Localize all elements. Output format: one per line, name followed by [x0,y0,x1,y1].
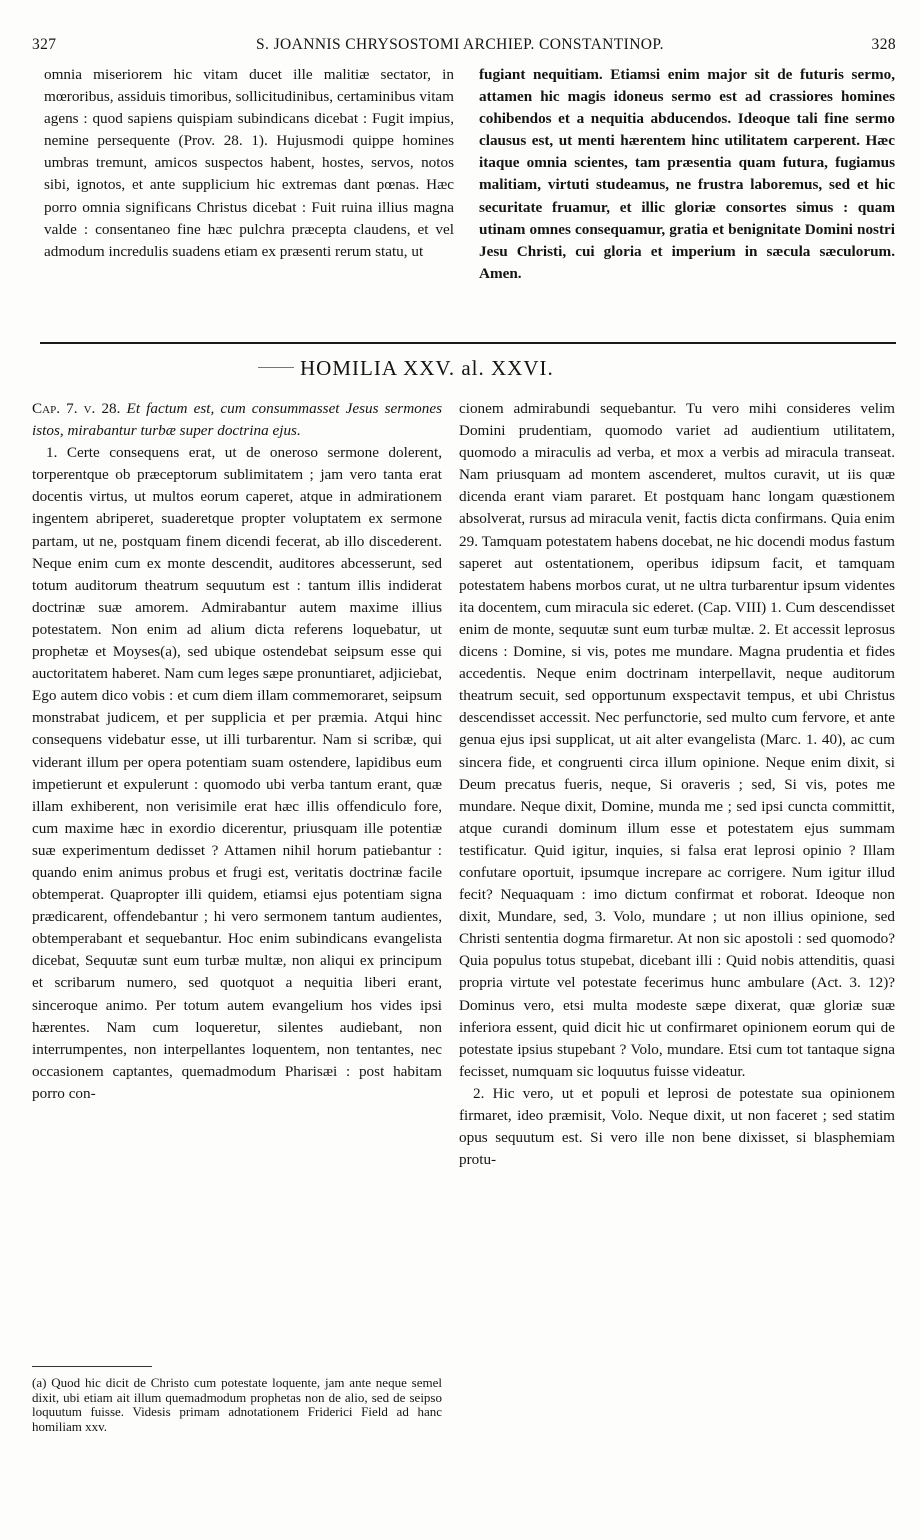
section-divider [40,342,896,344]
top-right-column [479,64,895,285]
paragraph-1: 1. Certe consequens erat, ut de oneroso sermone dolerent, torperentque ob præceptorum sublimitatem ; jam vero tanta erat docentis virtus, ut multos eorum caperet, atque in admirationem ingentem abriperet, suaderetque propter voluptatem ex sermone partam, ut ne, postquam finem dicendi fecerat, ab illo discederent. Neque enim cum ex monte descendit, auditores abcesserunt, sed totum auditorum theatrum sequutum est : tantum illis indiderat doctrinæ suæ amorem. Admirabantur autem maxime illius potestatem. Non enim ad alium dicta referens loquebatur, ut prophetæ et Moyses(a), sed ubique ostendebat seipsum esse qui auctoritatem haberet. Nam cum leges sæpe pronuntiaret, adjiciebat, Ego autem dico vobis : et cum diem illam commemoraret, seipsum monstrabat judicem, et per supplicia et per præmia. Atqui hinc consequens videbatur esse, ut illi turbarentur. Nam si scribæ, qui viderant illum per opera potentiam suam ostendere, lapidibus eum impetierunt et expulerunt : quomodo ubi verba tantum erant, quæ illam exhiberent, non verisimile erat hæc illis offendiculo fore, cum maxime hæc in exordio dicerentur, priusquam ille potentiæ suæ experimentum dedisset ? Attamen nihil horum patiebantur : quando enim animus probus et frugi est, veritatis doctrinæ facile obtemperat. Quapropter illi quidem, etiamsi ejus potentiam signa prædicarent, offendebantur ; hi vero sermonem tantum audientes, obtemperabant et sequebantur. Hoc enim subindicans evangelista dicebat, Sequutæ sunt eum turbæ multæ, non aliqui ex principum et scribarum numero, sed quotquot a nequitia liberi erant, sinceroque animo. Per totum autem evangelium hos vides ipsi hærentes. Nam cum loqueretur, silentes audiebant, non interrumpentes, non interpellantes loquentem, non tentantes, nec occasionem captantes, quemadmodum Pharisæi : post habitam porro con- [32,444,442,1102]
footnote-rule [32,1366,152,1367]
running-header [24,36,896,60]
title-ornament [258,367,294,368]
footnote: (a) Quod hic dicit de Christo cum potestate loquente, jam ante neque semel dixit, ubi etiam ait illum quemadmodum prophetas non de alio, sed de seipso loquutum fuisse. Videsis primam adnotationem Friderici Field ad hanc homiliam xxv. [32,1375,442,1434]
top-left-text: omnia miseriorem hic vitam ducet ille malitiæ sectator, in mœroribus, assiduis timoribus, sollicitudinibus, certaminibus vitam agens : quod sapiens quispiam subindicans dicebat : Fugit impius, nemine persequente (Prov. 28. 1). Hujusmodi quippe homines umbras tremunt, amicos suspectos habent, hostes, servos, notos sibi, ignotos, et ante supplicium hic extremas dant pœnas. Hæc porro omnia significans Christus dicebat : Fuit ruina illius magna valde : consentaneo fine hæc pulchra præcepta claudens, et vel admodum incredulis suadens etiam ex præsenti rerum statu, ut [44,66,454,260]
top-right-text: fugiant nequitiam. Etiamsi enim major sit de futuris sermo, attamen hic magis idoneus sermo est ad crassiores homines cohibendos et a nequitia abducendos. Ideoque tali fine sermo clausus est, ut menti hærentem hinc utilitatem carperent. Hæc itaque omnia scientes, tam præsentia quam futura, fugiamus malitiam, virtuti studeamus, ne frustra laboremus, sed et hic securitate fruamur, et illic gloriæ consortes simus : quam utinam omnes consequamur, gratia et benignitate Domini nostri Jesu Christi, cui gloria et imperium in sæcula sæculorum. Amen. [479,66,895,282]
main-left-column [32,398,442,1105]
chapter-verse-text: Et factum est, cum consummasset Jesus sermones istos, mirabantur turbæ super doctrina ejus. [32,400,443,440]
chapter-reference [32,398,442,442]
chapter-label: Cap. 7. v. 28. [32,400,121,417]
page-number-right: 328 [871,36,896,53]
main-right-column [459,398,895,1171]
page-number-left: 327 [32,36,57,53]
running-title: S. JOANNIS CHRYSOSTOMI ARCHIEP. CONSTANTINOP. [256,36,664,53]
paragraph-2: 2. Hic vero, ut et populi et leprosi de potestate sua opinionem firmaret, ideo præmisit, Volo. Neque dixit, ut non faceret ; sed statim opus sequutum est. Si vero ille non bene dixisset, si blasphemiam protu- [459,1084,895,1169]
homily-title: HOMILIA XXV. al. XXVI. [300,356,554,380]
top-left-column [44,64,454,263]
paragraph-1-continued: cionem admirabundi sequebantur. Tu vero mihi consideres velim Domini prudentiam, quomodo variet ad audientium utilitatem, quomodo a miraculis ad verba, et mox a verbis ad miracula transeat. Nam priusquam ad montem ascenderet, multos curavit, ut iis quæ dicenda erant viam pararet. Et postquam hanc longam quæstionem absolverat, rursus ad miracula venit, factis dicta confirmans. Quia enim 29. Tamquam potestatem habens docebat, ne hic docendi modus fastum saperet aut ostentationem, operibus idipsum facit, et tamquam potestatem habens morbos curat, ut ne ultra turbarentur ipsum videntes ita docentem, cum miracula sic ederet. (Cap. VIII) 1. Cum descendisset enim de monte, sequutæ sunt eum turbæ multæ. 2. Et accessit leprosus dicens : Domine, si vis, potes me mundare. Magna prudentia et fides accedentis. Neque enim doctrinam interpellavit, neque auditorum theatrum secuit, sed opportunum exspectavit tempus, et ubi Christus descendisset accessit. Nec perfunctorie, sed multo cum fervore, et ante genua ejus ipsi supplicat, ut ait alter evangelista (Marc. 1. 40), ac cum sincera fide, et congruenti circa illum opinione. Neque enim dixit, si Deum precatus fueris, neque, Si oraveris ; sed, Si vis, potes me mundare. Neque dixit, Domine, munda me ; sed ipsi cuncta committit, atque curandi dominum illum esse et potestatem ejus summam testificatur. Quid igitur, inquies, si falsa erat leprosi opinio ? Illam confutare oportuit, ipsumque increpare ac corrigere. Num igitur illud fecit? Nequaquam : imo dictum confirmat et roborat. Ideoque non dixit, Mundare, sed, 3. Volo, mundare ; ut non illius opinione, sed Christi sententia dogma firmaretur. At non sic apostoli : sed quomodo? Quia populus totus stupebat, dicebant illi : Quid nobis attenditis, quasi propria virtute vel potestate fecerimus hunc ambulare (Act. 3. 12)? Dominus vero, etsi multa modeste sæpe dixerat, quæ gloriæ suæ inferiora essent, quid dicit hic ut confirmaret opinionem eorum qui de potestate ipsius stupebant ? Volo, mundare. Etsi cum tot tantaque signa fecisset, numquam sic loquutus fuisse videatur. [459,400,895,1080]
